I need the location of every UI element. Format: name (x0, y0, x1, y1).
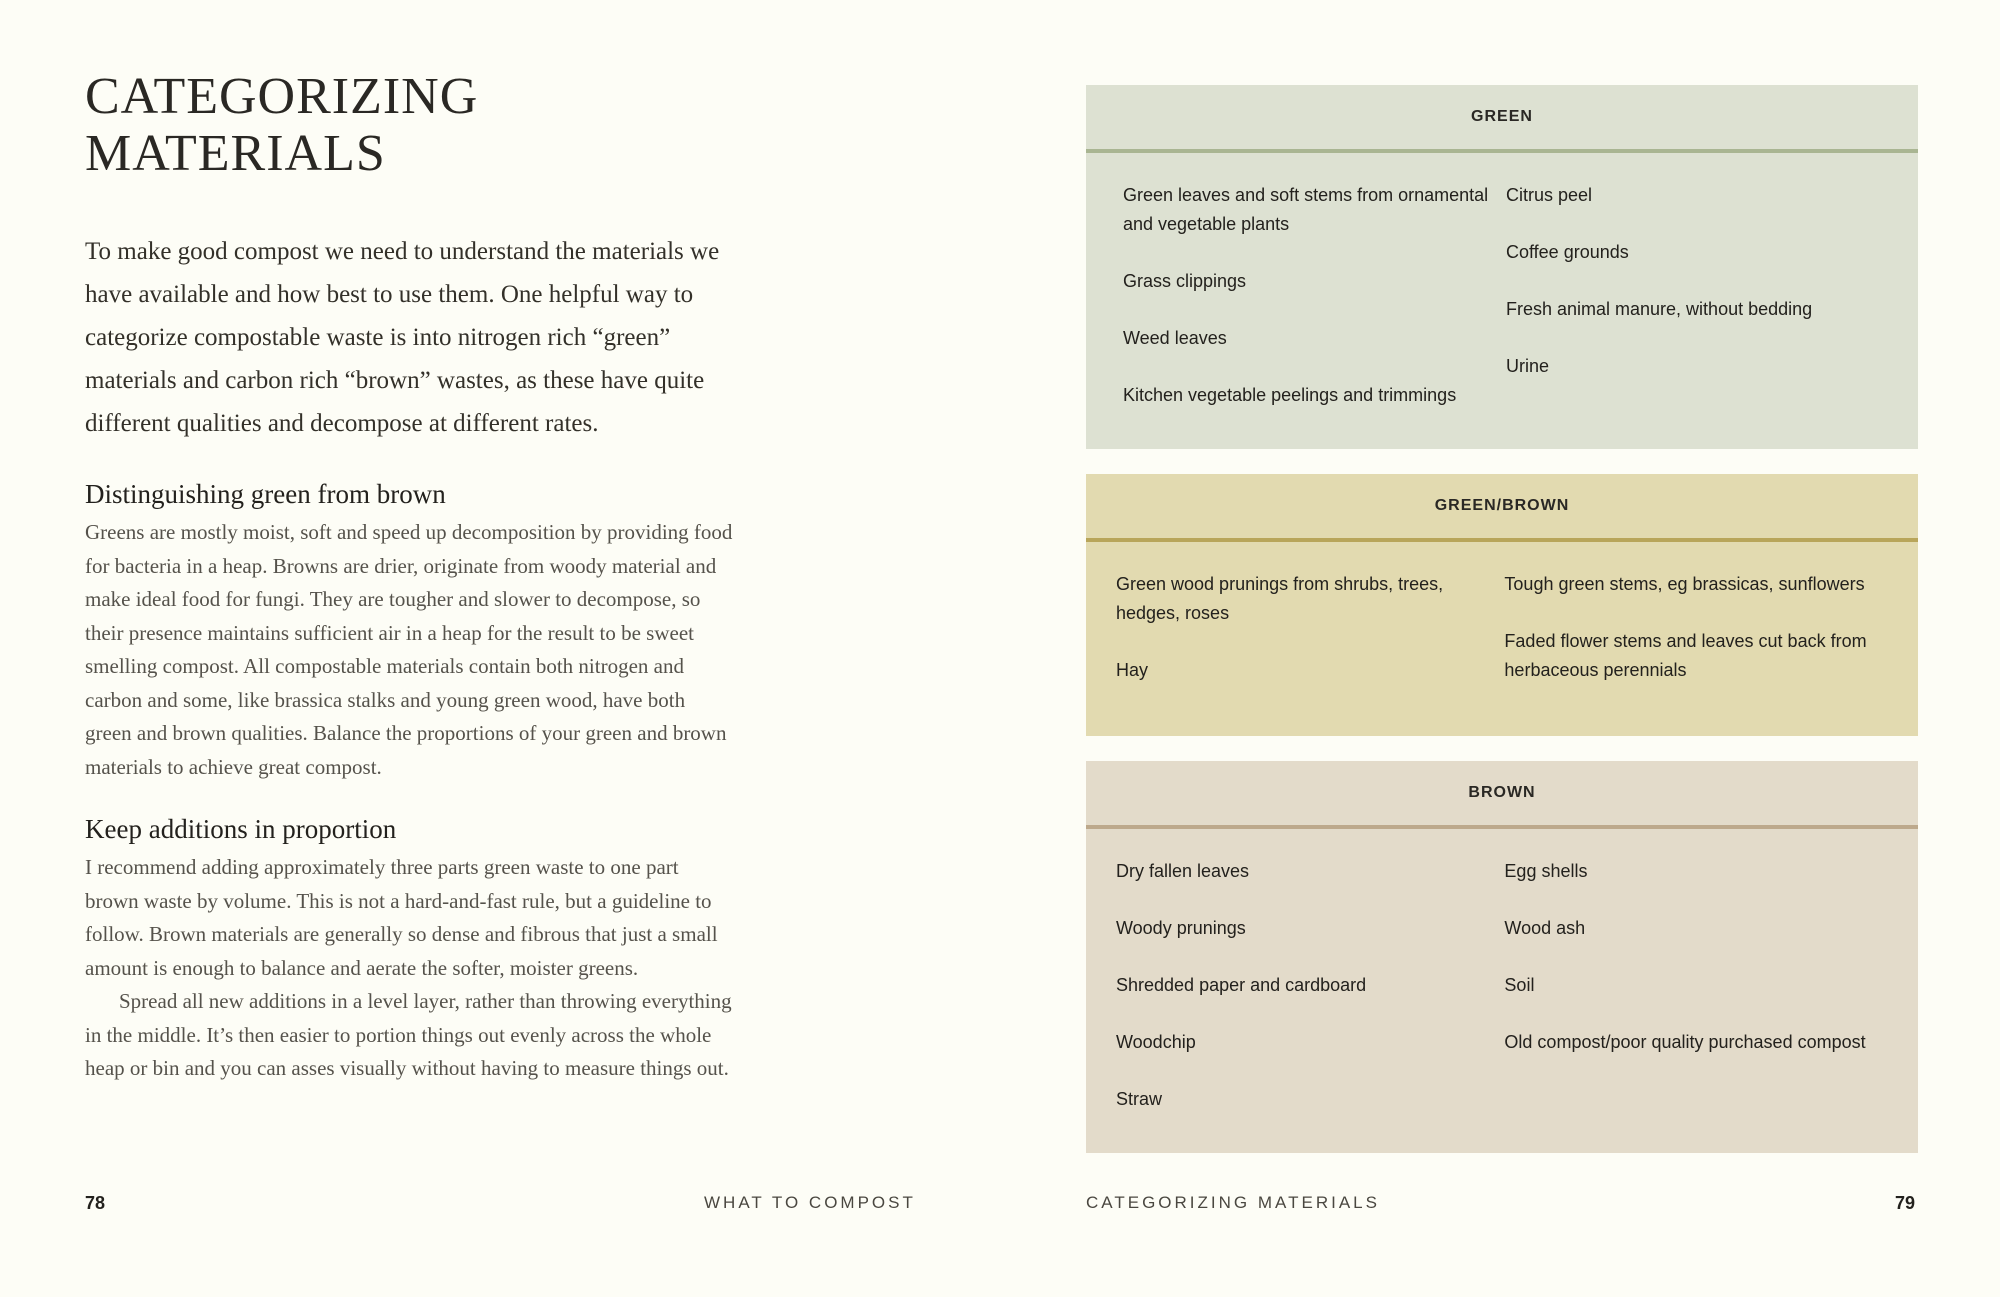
list-item: Grass clippings (1123, 271, 1247, 291)
left-page-number: 78 (85, 1193, 106, 1213)
list-item: Tough green stems, eg brassicas, sunflowers (1504, 574, 1865, 594)
list-item: Woody prunings (1116, 918, 1246, 938)
section-body-proportion-p2: Spread all new additions in a level layer, rather than throwing everything in the middle. It’s then easier to portion things out evenly across the whole heap or bin and you can asses visually without having to measure things out. (85, 989, 732, 1081)
list-item: Shredded paper and cardboard (1116, 975, 1367, 995)
list-item: Woodchip (1116, 1032, 1196, 1052)
list-item: Kitchen vegetable peelings and trimmings (1123, 385, 1457, 405)
list-item: Egg shells (1504, 861, 1588, 881)
left-running-head: WHAT TO COMPOST (704, 1193, 916, 1212)
left-page-content (85, 68, 765, 1086)
list-item: Urine (1505, 356, 1549, 376)
list-item: Old compost/poor quality purchased compost (1504, 1032, 1866, 1052)
list-item: Coffee grounds (1505, 242, 1629, 262)
green-left-column (1123, 181, 1506, 438)
green-brown-left-column (1116, 570, 1504, 713)
green-right-column (1506, 181, 1888, 438)
green-brown-panel (1086, 474, 1918, 736)
green-brown-right-column (1504, 570, 1888, 713)
list-item: Hay (1116, 660, 1149, 680)
list-item: Soil (1504, 975, 1535, 995)
brown-left-column (1116, 857, 1504, 1142)
list-item: Fresh animal manure, without bedding (1505, 299, 1813, 319)
brown-right-column (1504, 857, 1888, 1142)
list-item: Citrus peel (1505, 185, 1593, 205)
list-item: Green wood prunings from shrubs, trees, hedges, roses (1116, 574, 1444, 623)
green-panel (1086, 85, 1918, 449)
list-item: Wood ash (1504, 918, 1586, 938)
right-running-head: CATEGORIZING MATERIALS (1086, 1193, 1380, 1212)
list-item: Dry fallen leaves (1116, 861, 1250, 881)
list-item: Weed leaves (1123, 328, 1227, 348)
list-item: Straw (1116, 1089, 1163, 1109)
section-heading-green-brown: Distinguishing green from brown (85, 479, 446, 510)
section-heading-proportion: Keep additions in proportion (85, 814, 397, 845)
list-item: Green leaves and soft stems from ornamental and vegetable plants (1123, 185, 1489, 234)
green-brown-panel-header: GREEN/BROWN (1086, 474, 1918, 542)
page-title: CATEGORIZING MATERIALS (85, 68, 479, 183)
brown-panel-header: BROWN (1086, 761, 1918, 829)
intro-paragraph: To make good compost we need to understand the materials we have available and how best to use them. One helpful way to categorize compostable waste is into nitrogen rich “green” materials and carbon rich “brown” wastes, as these have quite different qualities and decompose at different rates. (85, 238, 720, 438)
list-item: Faded flower stems and leaves cut back from herbaceous perennials (1504, 631, 1867, 680)
section-body-proportion-p1: I recommend adding approximately three parts green waste to one part brown waste by volume. This is not a hard-and-fast rule, but a guideline to follow. Brown materials are generally so dense and fibrous that just a small amount is enough to balance and aerate the softer, moister greens. (85, 855, 718, 980)
green-panel-header: GREEN (1086, 85, 1918, 153)
right-page-number: 79 (1895, 1193, 1916, 1213)
section-body-green-brown: Greens are mostly moist, soft and speed up decomposition by providing food for bacteria in a heap. Browns are drier, originate from woody material and make ideal food for fungi. They are tougher and slower to decompose, so their presence maintains sufficient air in a heap for the result to be sweet smelling compost. All compostable materials contain both nitrogen and carbon and some, like brassica stalks and young green wood, have both green and brown qualities. Balance the proportions of your green and brown materials to achieve great compost. (85, 520, 733, 779)
brown-panel (1086, 761, 1918, 1153)
